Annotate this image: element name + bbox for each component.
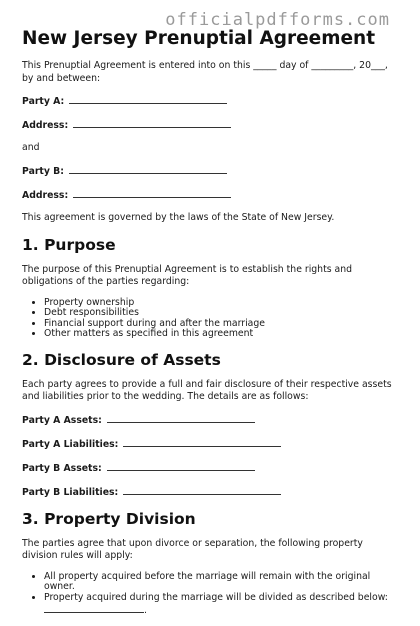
party-a-label: Party A: — [22, 96, 65, 107]
party-b-field — [22, 164, 392, 178]
party-a-liabilities-input-line[interactable] — [123, 437, 281, 447]
party-b-assets-field — [22, 461, 392, 475]
address-b-label: Address: — [22, 190, 69, 201]
address-b-input-line[interactable] — [73, 188, 231, 198]
property-division-input-line[interactable] — [44, 603, 144, 613]
address-a-label: Address: — [22, 120, 69, 131]
and-text: and — [22, 142, 40, 153]
list-item-text: Property acquired during the marriage will be divided as described below: — [44, 591, 388, 603]
party-b-assets-label: Party B Assets: — [22, 462, 102, 474]
list-item: • Other matters as specified in this agreement — [44, 329, 392, 340]
party-a-assets-input-line[interactable] — [107, 413, 255, 423]
section-property-text: The parties agree that upon divorce or separation, the following property division rules will apply: — [22, 537, 363, 561]
party-b-liabilities-input-line[interactable] — [123, 485, 281, 495]
governing-law-text: This agreement is governed by the laws of the State of New Jersey. — [22, 212, 335, 223]
section-purpose-text: The purpose of this Prenuptial Agreement is to establish the rights and obligations of the parties regarding: — [22, 263, 353, 287]
party-b-liabilities-field — [22, 485, 392, 499]
party-a-input-line[interactable] — [69, 94, 227, 104]
party-a-liabilities-field — [22, 437, 392, 451]
property-list — [22, 572, 392, 617]
section-disclosure-text: Each party agrees to provide a full and fair disclosure of their respective assets and liabilities prior to the wedding. The details are as follows: — [22, 378, 392, 402]
list-item: • Debt responsibilities — [44, 308, 392, 319]
party-a-assets-label: Party A Assets: — [22, 414, 102, 426]
party-b-input-line[interactable] — [69, 164, 227, 174]
party-a-assets-field — [22, 413, 392, 427]
document-page — [22, 28, 392, 626]
address-a-field — [22, 118, 392, 132]
list-item: • Property acquired during the marriage will be divided as described below: . — [44, 593, 392, 617]
list-item: • Financial support during and after the marriage — [44, 319, 392, 330]
list-item: • Property ownership — [44, 298, 392, 309]
document-title: New Jersey Prenuptial Agreement — [22, 28, 376, 49]
watermark: officialpdfforms.com — [165, 10, 390, 30]
party-a-liabilities-label: Party A Liabilities: — [22, 438, 119, 450]
section-disclosure-heading: 2. Disclosure of Assets — [22, 350, 221, 369]
party-b-assets-input-line[interactable] — [107, 461, 255, 471]
intro-text: This Prenuptial Agreement is entered into on this _____ day of _________, 20___, by and between: — [22, 60, 388, 84]
address-b-field — [22, 188, 392, 202]
party-a-field — [22, 94, 392, 108]
purpose-list — [22, 298, 392, 340]
address-a-input-line[interactable] — [73, 118, 231, 128]
section-property-heading: 3. Property Division — [22, 509, 196, 528]
party-b-liabilities-label: Party B Liabilities: — [22, 486, 119, 498]
party-b-label: Party B: — [22, 166, 64, 177]
section-purpose-heading: 1. Purpose — [22, 235, 116, 254]
list-item: • All property acquired before the marriage will remain with the original owner. — [44, 572, 392, 593]
